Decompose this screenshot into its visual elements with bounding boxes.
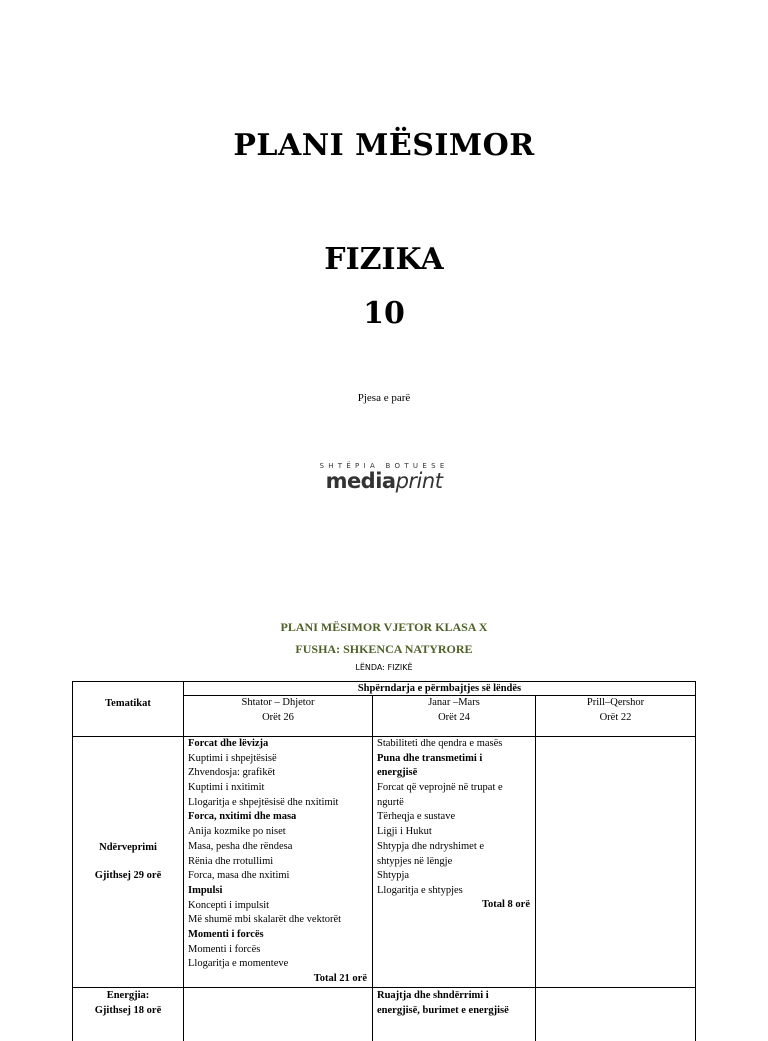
table-divider-row2 (72, 987, 696, 988)
lesson-item: Më shumë mbi skalarët dhe vektorët (188, 914, 342, 926)
lesson-item: Koncepti i impulsit (188, 899, 270, 911)
lesson-section-heading: Ruajtja dhe shndërrimi i (377, 990, 489, 1001)
lesson-item: Anija kozmike po niset (188, 826, 286, 838)
lesson-section-heading: Puna dhe transmetimi i (377, 752, 483, 764)
lesson-item: Llogaritja e shpejtësisë dhe nxitimit (188, 796, 339, 808)
lesson-item: Forcat që veprojnë në trupat e (377, 782, 503, 794)
period-name: Janar –Mars (428, 697, 480, 708)
lesson-section-heading: energjisë, burimet e energjisë (377, 1004, 509, 1016)
lesson-item: Ligji i Hukut (377, 826, 432, 838)
lesson-item: Llogaritja e shtypjes (377, 884, 463, 896)
period-name: Shtator – Dhjetor (241, 697, 315, 708)
lesson-item: Llogaritja e momenteve (188, 958, 289, 970)
publisher-label: SHTËPIA BOTUESE (319, 462, 449, 470)
lesson-item: shtypjes në lëngje (377, 855, 453, 867)
period-header (373, 696, 535, 725)
period-header (536, 696, 695, 725)
lesson-item: ngurtë (377, 796, 404, 808)
lesson-section-heading: Momenti i forcës (188, 928, 264, 940)
lesson-item: Tërheqja e sustave (377, 811, 456, 823)
lesson-list (377, 737, 533, 899)
topic-cell (73, 839, 183, 885)
lesson-item: Kuptimi i nxitimit (188, 782, 265, 794)
table-divider-col3 (535, 695, 536, 1041)
lesson-section-heading: Forca, nxitimi dhe masa (188, 811, 297, 823)
topic-name: Ndërveprimi (99, 842, 157, 853)
period-name: Prill–Qershor (586, 697, 645, 708)
lesson-list (188, 737, 370, 972)
lesson-item: Forca, masa dhe nxitimi (188, 870, 290, 882)
lesson-item: Zhvendosja: grafikët (188, 767, 276, 779)
plan-heading: PLANI MËSIMOR VJETOR KLASA X (280, 620, 488, 634)
field-heading: FUSHA: SHKENCA NATYRORE (295, 642, 473, 656)
topics-header: Tematikat (105, 698, 151, 709)
period-hours: Orët 26 (262, 711, 294, 723)
period-total: Total 21 orë (313, 973, 367, 984)
lesson-item: Momenti i forcës (188, 943, 261, 955)
lesson-item: Kuptimi i shpejtësisë (188, 752, 277, 764)
publisher-brand-bold: media (325, 469, 396, 493)
period-hours: Orët 24 (438, 711, 470, 723)
publisher-logo (318, 462, 450, 494)
lesson-item: Rënia dhe rrotullimi (188, 855, 274, 867)
document-title: PLANI MËSIMOR (233, 128, 535, 163)
period-total: Total 8 orë (481, 899, 530, 910)
subject-heading: LËNDA: FIZIKË (355, 663, 413, 672)
lesson-item: Shtypja dhe ndryshimet e (377, 840, 485, 852)
distribution-header: Shpërndarja e përmbajtjes së lëndës (357, 683, 522, 694)
topic-cell (73, 989, 183, 1018)
table-divider-col2 (372, 695, 373, 1041)
lesson-item: Masa, pesha dhe rëndesa (188, 840, 293, 852)
grade-number: 10 (363, 296, 405, 331)
publisher-brand-italic: print (395, 469, 443, 493)
lesson-section-heading: Forcat dhe lëvizja (188, 738, 269, 749)
topic-name: Energjia: (106, 990, 150, 1001)
lesson-section-heading: Impulsi (188, 884, 223, 896)
publisher-brand (318, 470, 450, 492)
lesson-list (377, 989, 533, 1018)
topic-hours: Gjithsej 18 orë (94, 1004, 162, 1016)
lesson-section-heading: energjisë (377, 767, 418, 779)
lesson-item: Stabiliteti dhe qendra e masës (377, 738, 503, 749)
period-hours: Orët 22 (599, 711, 632, 723)
period-header (184, 696, 372, 725)
lesson-item: Shtypja (377, 870, 410, 882)
part-label: Pjesa e parë (357, 392, 411, 404)
subject-title: FIZIKA (324, 242, 444, 277)
topic-hours: Gjithsej 29 orë (94, 870, 162, 881)
curriculum-table (72, 681, 696, 1041)
